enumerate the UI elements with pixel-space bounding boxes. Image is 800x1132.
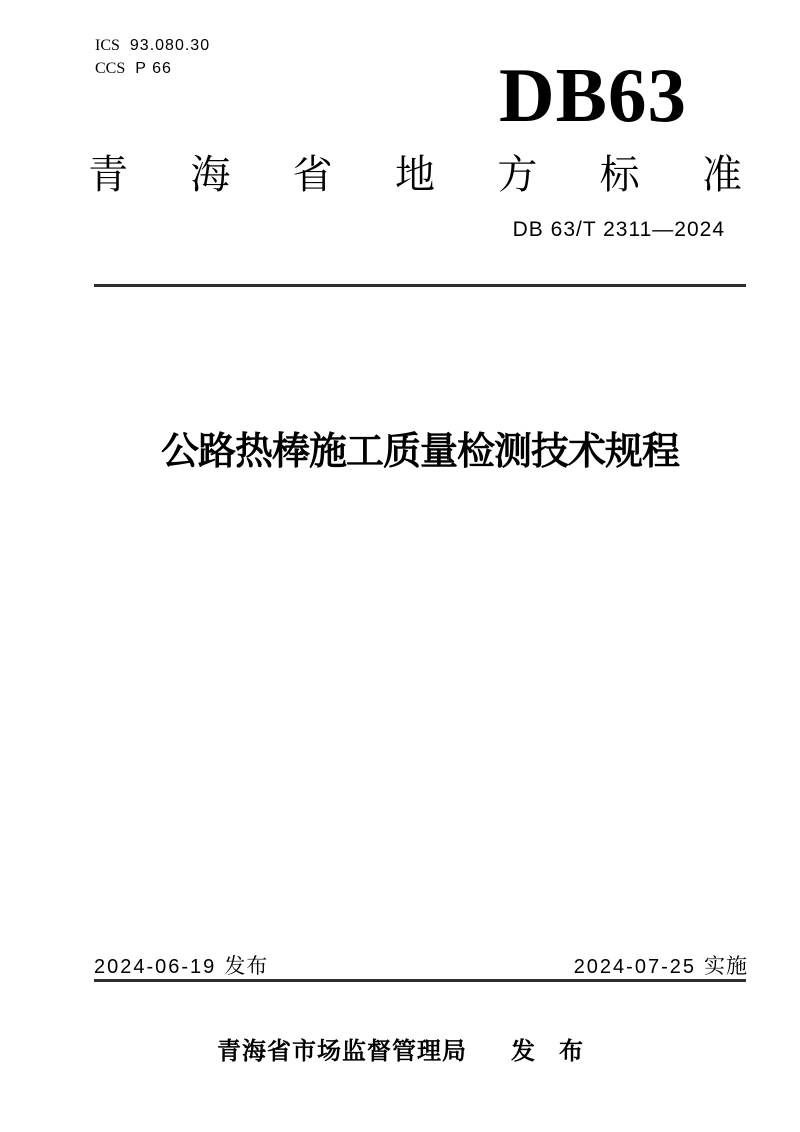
ccs-value: P 66 [135, 60, 172, 77]
ics-value: 93.080.30 [129, 37, 211, 54]
header-rule [94, 284, 746, 287]
publisher-name: 青海省市场监督管理局 [217, 1038, 467, 1065]
ccs-code-line [95, 57, 210, 80]
standard-title: 公路热棒施工质量检测技术规程 [160, 431, 679, 473]
db63-logo: DB63 [499, 52, 687, 138]
publisher-line [0, 1031, 800, 1066]
standard-type-heading: 青 海 省 地 方 标 准 [88, 153, 742, 197]
ccs-label: CCS [95, 60, 126, 77]
publish-action-label: 发布 [511, 1038, 607, 1065]
implementation-label: 实施 [704, 955, 748, 978]
release-label: 发布 [224, 955, 269, 978]
ics-label: ICS [95, 37, 120, 54]
ics-code-line [95, 34, 210, 57]
implementation-date: 2024-07-25 [573, 956, 696, 978]
release-date-line [94, 950, 268, 980]
release-date: 2024-06-19 [94, 956, 217, 978]
standard-number: DB 63/T 2311—2024 [512, 218, 725, 241]
classification-codes [95, 34, 210, 80]
implementation-date-line [574, 950, 748, 980]
footer-rule [94, 979, 746, 982]
dates-row [94, 950, 748, 980]
